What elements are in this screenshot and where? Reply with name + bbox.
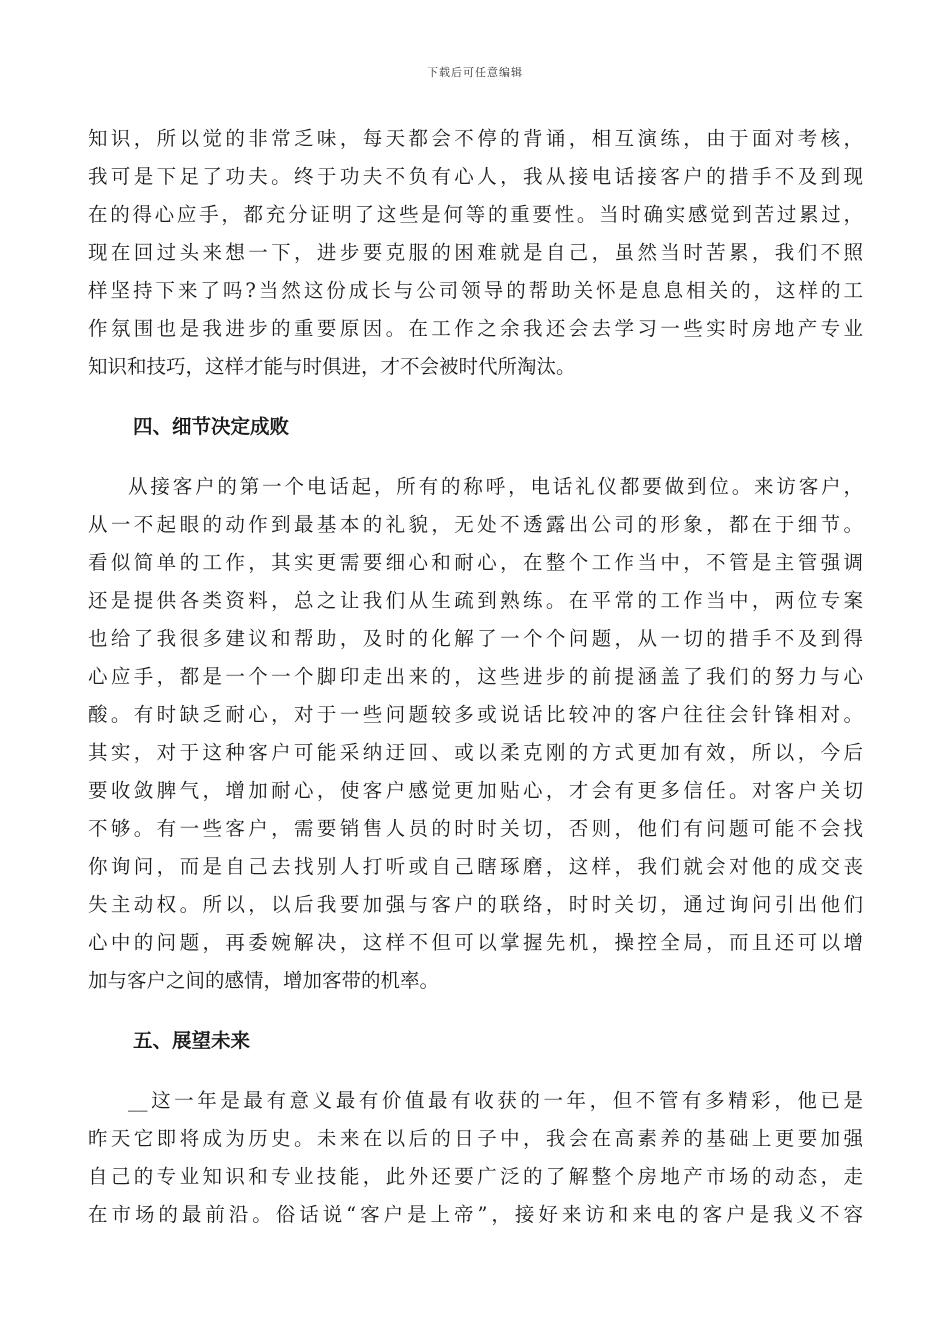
text-line: 还是提供各类资料，总之让我们从生疏到熟练。在平常的工作当中，两位专案 — [88, 589, 863, 612]
paragraph-2 — [88, 468, 863, 1000]
paragraph-1 — [88, 120, 863, 386]
text-line: 加与客户之间的感情，增加客带的机率。 — [88, 969, 440, 992]
text-line: 自己的专业知识和专业技能，此外还要广泛的了解整个房地产市场的动态，走 — [88, 1165, 863, 1188]
section-heading-4: 四、细节决定成败 — [133, 415, 290, 438]
text-line: 现在回过头来想一下，进步要克服的困难就是自己，虽然当时苦累，我们不照 — [88, 241, 863, 264]
text-line: 酸。有时缺乏耐心，对于一些问题较多或说话比较冲的客户往往会针锋相对。 — [88, 703, 863, 726]
text-line: 也给了我很多建议和帮助，及时的化解了一个个问题，从一切的措手不及到得 — [88, 627, 863, 650]
text-line: 不够。有一些客户，需要销售人员的时时关切，否则，他们有问题可能不会找 — [88, 817, 863, 840]
paragraph-3 — [88, 1082, 863, 1234]
text-line: 你询问，而是自己去找别人打听或自己瞎琢磨，这样，我们就会对他的成交丧 — [88, 855, 863, 878]
text-line: 其实，对于这种客户可能采纳迂回、或以柔克刚的方式更加有效，所以，今后 — [88, 741, 863, 764]
text-line: 我可是下足了功夫。终于功夫不负有心人，我从接电话接客户的措手不及到现 — [88, 165, 863, 188]
text-line: 失主动权。所以，以后我要加强与客户的联络，时时关切，通过询问引出他们 — [88, 893, 863, 916]
text-line: 在市场的最前沿。俗话说“客户是上帝”，接好来访和来电的客户是我义不容 — [88, 1203, 863, 1226]
text-line: 昨天它即将成为历史。未来在以后的日子中，我会在高素养的基础上更要加强 — [88, 1127, 863, 1150]
text-line: 从一不起眼的动作到最基本的礼貌，无处不透露出公司的形象，都在于细节。 — [88, 513, 863, 536]
section-heading-5: 五、展望未来 — [133, 1029, 251, 1052]
text-line: 在的得心应手，都充分证明了这些是何等的重要性。当时确实感觉到苦过累过， — [88, 203, 863, 226]
text-line: __这一年是最有意义最有价值最有收获的一年，但不管有多精彩，他已是 — [128, 1089, 863, 1112]
text-line: 从接客户的第一个电话起，所有的称呼，电话礼仪都要做到位。来访客户， — [128, 475, 863, 498]
text-line: 作氛围也是我进步的重要原因。在工作之余我还会去学习一些实时房地产专业 — [88, 317, 863, 340]
text-line: 心中的问题，再委婉解决，这样不但可以掌握先机，操控全局，而且还可以增 — [88, 931, 863, 954]
text-line: 看似简单的工作，其实更需要细心和耐心，在整个工作当中，不管是主管强调 — [88, 551, 863, 574]
page-header: 下载后可任意编辑 — [427, 66, 523, 79]
document-body — [88, 120, 863, 1234]
text-line: 样坚持下来了吗?当然这份成长与公司领导的帮助关怀是息息相关的，这样的工 — [88, 279, 863, 302]
text-line: 知识，所以觉的非常乏味，每天都会不停的背诵，相互演练，由于面对考核， — [88, 127, 863, 150]
text-line: 要收敛脾气，增加耐心，使客户感觉更加贴心，才会有更多信任。对客户关切 — [88, 779, 863, 802]
text-line: 知识和技巧，这样才能与时俱进，才不会被时代所淘汰。 — [88, 355, 576, 378]
text-line: 心应手，都是一个一个脚印走出来的，这些进步的前提涵盖了我们的努力与心 — [88, 665, 863, 688]
